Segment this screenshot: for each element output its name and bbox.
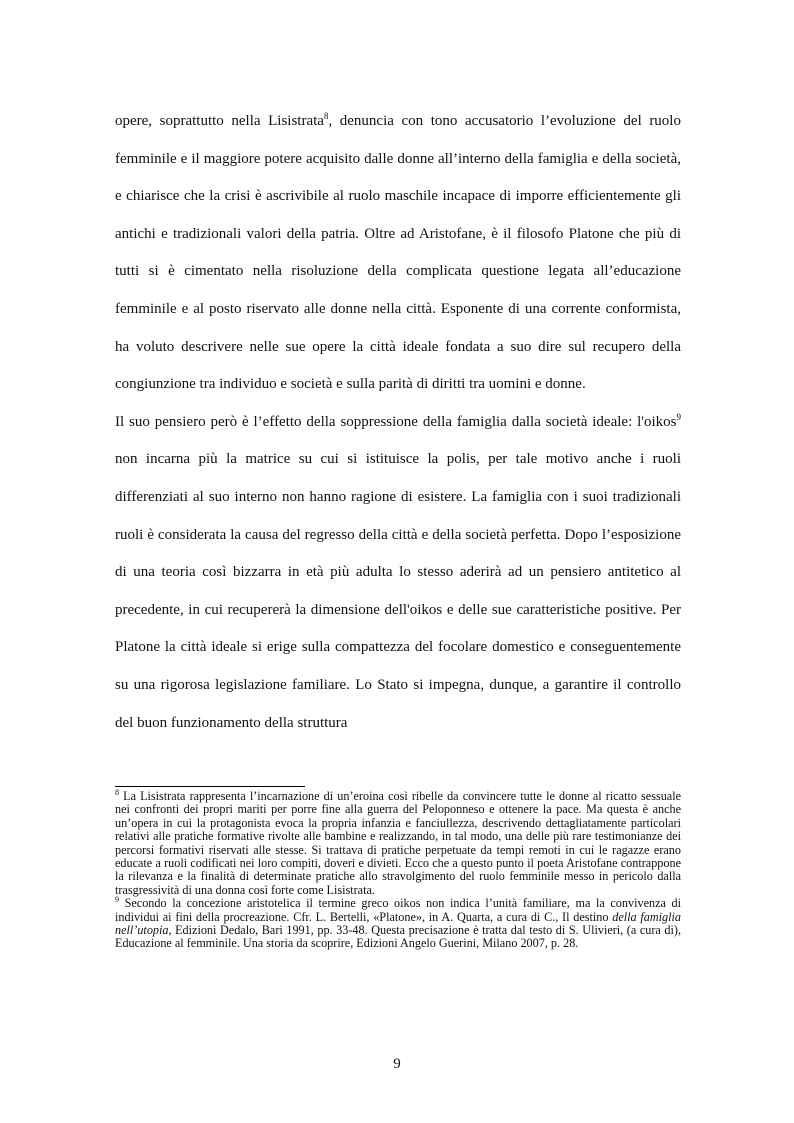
footnotes	[115, 787, 682, 951]
paragraph-1-text-a: opere, soprattutto nella Lisistrata	[115, 113, 324, 129]
footnote-ref-8[interactable]: 8	[323, 111, 329, 121]
footnote-9-text-b: , Edizioni Dedalo, Bari 1991, pp. 33-48. Questa precisazione è tratta dal testo di S. Ulivieri, (a cura di), Educazione al femminile. Una storia da scoprire, Edizioni Angelo Guerini, Milano 2007, p. 28.	[115, 923, 681, 951]
footnote-8-number: 8	[115, 787, 119, 797]
footnote-ref-9[interactable]: 9	[676, 411, 681, 422]
footnote-8-text: La Lisistrata rappresenta l’incarnazione di un’eroina così ribelle da convincere tutte le donne al ricatto sessuale nei confronti dei propri mariti per porre fine alla guerra del Peloponneso e ottenere la pace. Ma questa è anche un’opera in cui la protagonista evoca la propria infanzia e fanciullezza, descrivendo dettagliatamente particolari relativi alle pratiche formative rivolte alle bambine e realizzando, in tal modo, una delle più rare testimonianze dei percorsi formativi riservati alle stesse. Si trattava di pratiche perpetuate da tempi remoti in cui le ragazze erano educate a ruoli codificati nei loro compiti, doveri e divieti. Ecco che a questo punto il poeta Aristofane contrappone la rilevanza e la finalità di determinate pratiche allo stravolgimento del ruolo femminile messo in pericolo dalla trasgressività di una donna così forte come Lisistrata.	[115, 789, 681, 897]
paragraph-2	[115, 404, 681, 742]
footnote-separator	[115, 786, 305, 787]
main-text	[115, 103, 681, 742]
page-number: 9	[393, 1056, 401, 1072]
footnote-8	[115, 787, 681, 897]
footnote-9-number: 9	[115, 895, 119, 905]
footnote-9	[115, 897, 681, 951]
footnote-9-italic-title: della famiglia nell’utopia	[115, 909, 682, 938]
paragraph-1	[115, 103, 681, 404]
footnote-9-text-a: Secondo la concezione aristotelica il termine greco oikos non indica l’unità familiare, ma la convivenza di individui ai fini della procreazione. Cfr. L. Bertelli, «Platone», in A. Quarta, a cura di C., Il destino	[115, 896, 681, 924]
paragraph-1-text-b: , denuncia con tono accusatorio l’evoluzione del ruolo femminile e il maggiore potere acquisito dalle donne all’interno della famiglia e della società, e chiarisce che la crisi è ascrivibile al ruolo maschile incapace di imporre efficientemente gli antichi e tradizionali valori della patria. Oltre ad Aristofane, è il filosofo Platone che più di tutti si è cimentato nella risoluzione della complicata questione legata all’educazione femminile e al posto riservato alle donne nella città. Esponente di una corrente conformista, ha voluto descrivere nelle sue opere la città ideale fondata a suo dire sul recupero della congiunzione tra individuo e società e sulla parità di diritti tra uomini e donne.	[115, 113, 681, 393]
page-body	[115, 103, 681, 742]
paragraph-2-text-b: non incarna più la matrice su cui si istituisce la polis, per tale motivo anche i ruoli differenziati al suo interno non hanno ragione di esistere. La famiglia con i suoi tradizionali ruoli è considerata la causa del regresso della città e della società perfetta. Dopo l’esposizione di una teoria così bizzarra in età più adulta lo stesso aderirà ad un pensiero antitetico al precedente, in cui recupererà la dimensione dell'oikos e delle sue caratteristiche positive. Per Platone la città ideale si erige sulla compattezza del focolare domestico e conseguentemente su una rigorosa legislazione familiare. Lo Stato si impegna, dunque, a garantire il controllo del buon funzionamento della struttura	[115, 451, 681, 731]
paragraph-2-text-a: Il suo pensiero però è l’effetto della soppressione della famiglia dalla società ideale: l'oikos	[115, 413, 677, 430]
